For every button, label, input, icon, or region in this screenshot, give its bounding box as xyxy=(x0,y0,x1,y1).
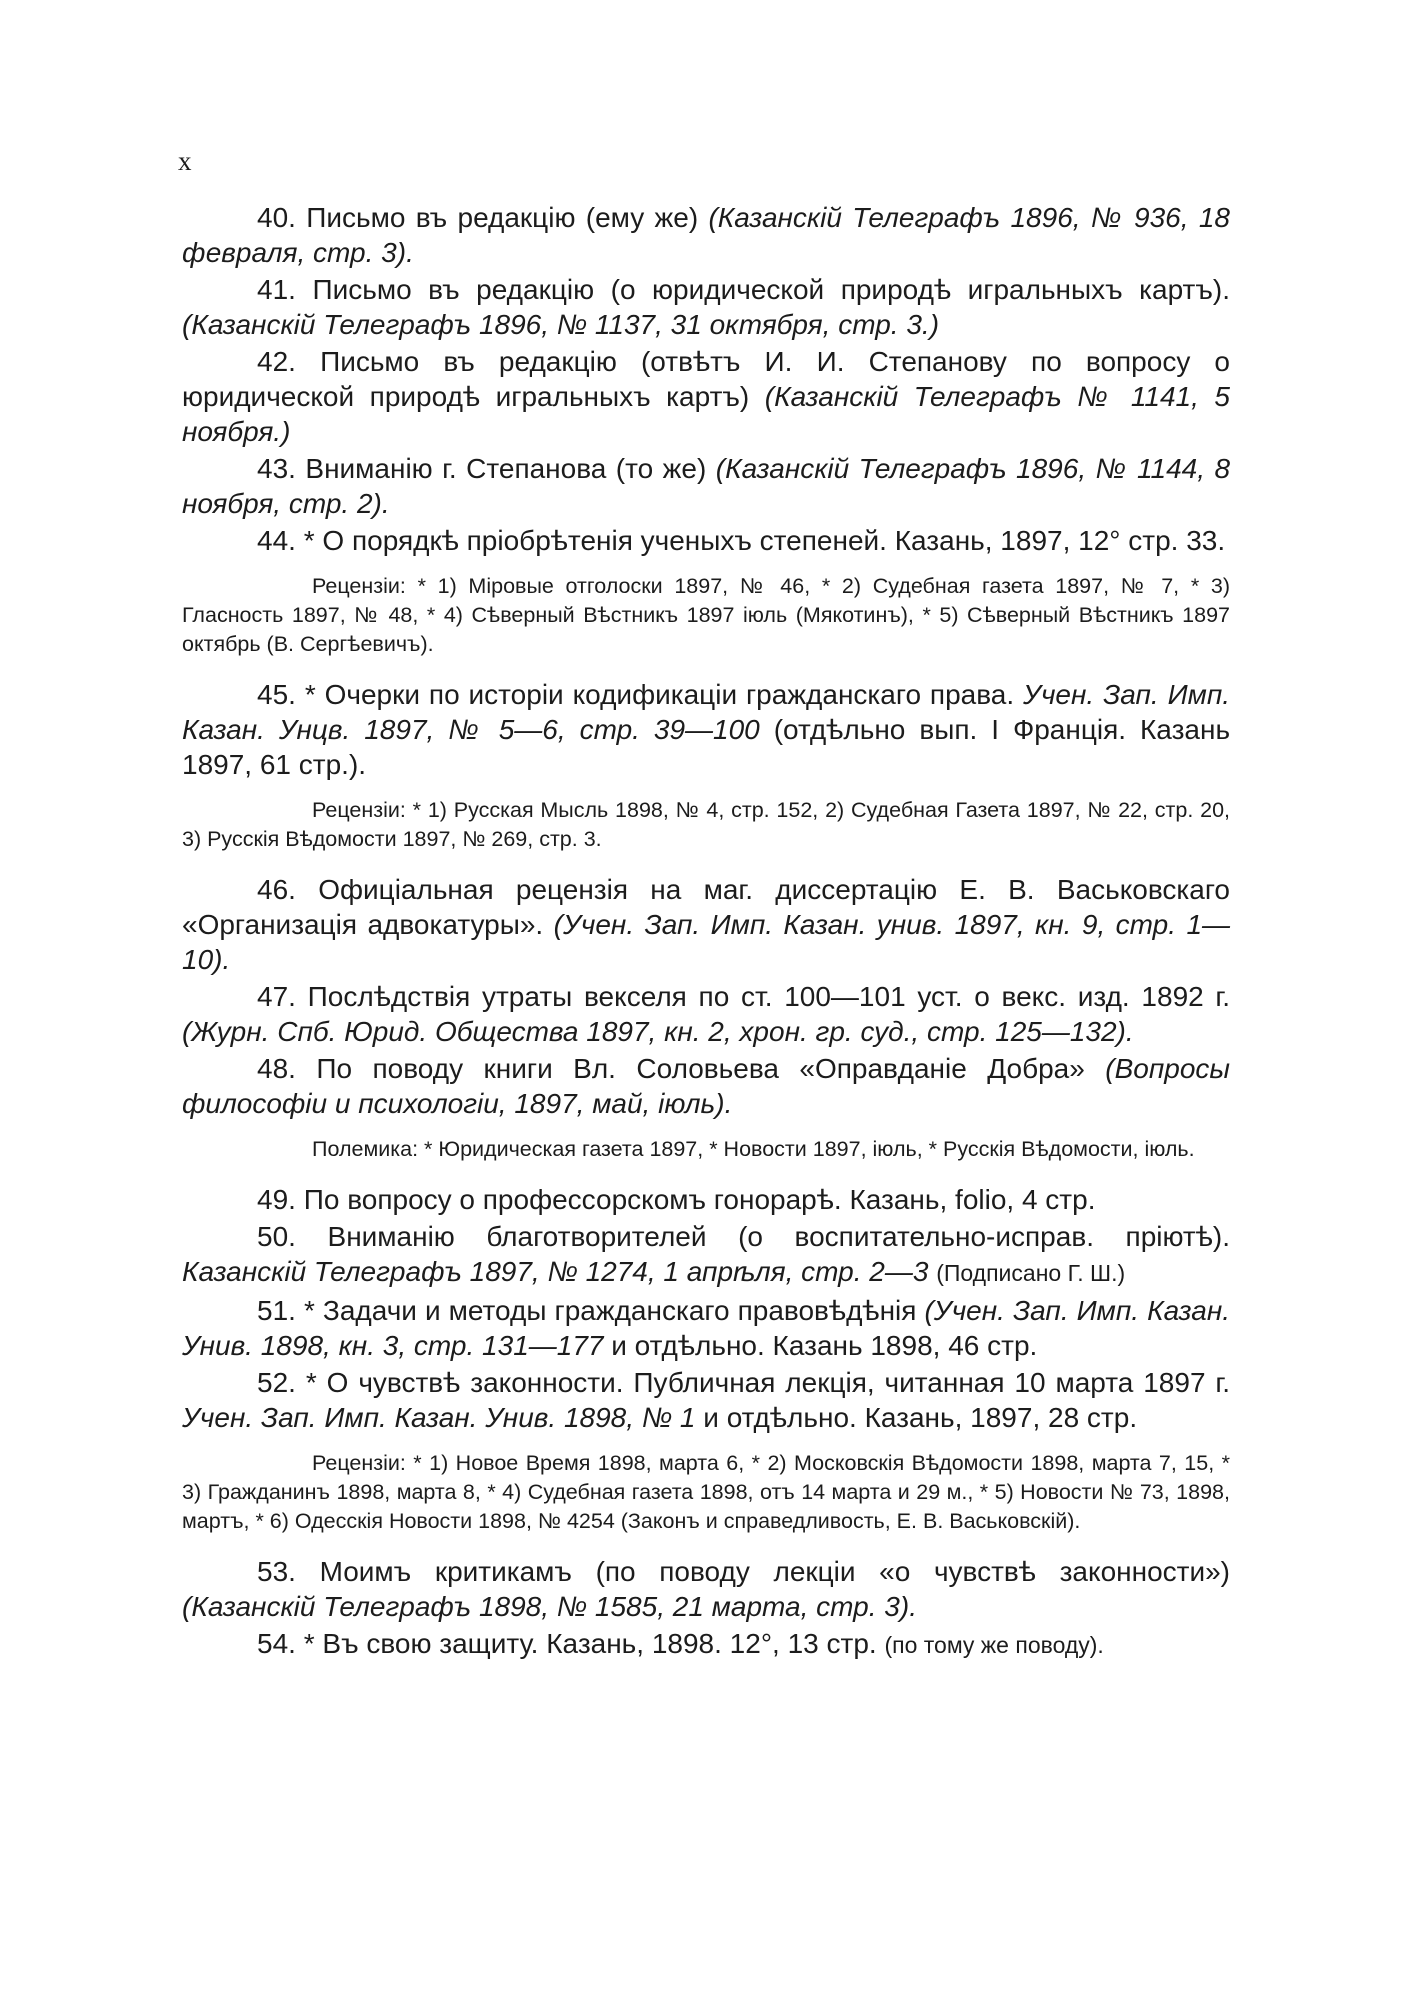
entry-title: * Задачи и методы гражданскаго правовѣдѣнія xyxy=(303,1295,917,1326)
entry-46 xyxy=(182,872,1230,977)
entry-title: * О чувствѣ законности. Публичная лекція, читанная 10 марта 1897 г. xyxy=(305,1367,1230,1398)
entry-42 xyxy=(182,344,1230,449)
entry-title: Письмо въ редакцію (отвѣтъ И. И. Степанову по вопросу о юридической природѣ игральныхъ картъ) xyxy=(182,346,1231,412)
entry-extra: (Подписано Г. Ш.) xyxy=(936,1260,1126,1286)
entry-source: (Казанскій Телеграфъ 1896, № 1137, 31 октября, стр. 3.) xyxy=(182,309,940,340)
entry-54 xyxy=(182,1626,1230,1663)
entry-48 xyxy=(182,1051,1230,1121)
entry-extra: и отдѣльно. Казань 1898, 46 стр. xyxy=(611,1330,1038,1361)
entry-number: 47. xyxy=(257,981,296,1012)
entry-title: Моимъ критикамъ (по поводу лекціи «о чувствѣ законности») xyxy=(319,1556,1231,1587)
entry-number: 54. xyxy=(257,1628,296,1659)
entry-source: (Журн. Спб. Юрид. Общества 1897, кн. 2, хрон. гр. суд., стр. 125—132). xyxy=(182,1016,1134,1047)
entry-47 xyxy=(182,979,1230,1049)
bibliography-list xyxy=(182,200,1230,1665)
entry-title: * О порядкѣ пріобрѣтенія ученыхъ степеней. Казань, 1897, 12° стр. 33. xyxy=(303,525,1226,556)
entry-source: Казанскій Телеграфъ 1897, № 1274, 1 апрѣля, стр. 2—3 xyxy=(182,1256,929,1287)
entry-source: (Казанскій Телеграфъ № 1141, 5 ноября.) xyxy=(182,381,1230,447)
entry-title: Письмо въ редакцію (о юридической природѣ игральныхъ картъ). xyxy=(312,274,1230,305)
entry-number: 46. xyxy=(257,874,296,905)
entry-title: Послѣдствія утраты векселя по ст. 100—101 уст. о векс. изд. 1892 г. xyxy=(307,981,1230,1012)
entry-52 xyxy=(182,1365,1230,1435)
entry-number: 45. xyxy=(257,679,296,710)
entry-number: 41. xyxy=(257,274,296,305)
entry-source: (Казанскій Телеграфъ 1898, № 1585, 21 марта, стр. 3). xyxy=(182,1591,917,1622)
entry-number: 42. xyxy=(257,346,296,377)
entry-source: Учен. Зап. Имп. Казан. Унцв. 1897, № 5—6, стр. 39—100 xyxy=(182,679,1231,745)
entry-number: 43. xyxy=(257,453,296,484)
entry-title: * Въ свою защиту. Казань, 1898. 12°, 13 стр. xyxy=(303,1628,877,1659)
entry-50 xyxy=(182,1219,1230,1291)
entry-49 xyxy=(182,1182,1230,1217)
entry-extra: (по тому же поводу). xyxy=(884,1632,1104,1658)
entry-source: (Вопросы философіи и психологіи, 1897, май, іюль). xyxy=(182,1053,1230,1119)
entry-source: (Казанскій Телеграфъ 1896, № 1144, 8 ноября, стр. 2). xyxy=(182,453,1231,519)
entry-number: 51. xyxy=(257,1295,296,1326)
reviews-52: Рецензіи: * 1) Новое Время 1898, марта 6, * 2) Московскія Вѣдомости 1898, марта 7, 15, * 3) Гражданинъ 1898, марта 8, * 4) Судебная газета 1898, отъ 14 марта и 29 м., * 5) Новости № 73, 1898, мартъ, * 6) Одесскія Новости 1898, № 4254 (Законъ и справедливость, Е. В. Васьковскій). xyxy=(182,1451,1230,1533)
entry-extra: и отдѣльно. Казань, 1897, 28 стр. xyxy=(703,1402,1138,1433)
entry-number: 40. xyxy=(257,202,296,233)
entry-source: (Учен. Зап. Имп. Казан. унив. 1897, кн. 9, стр. 1—10). xyxy=(182,909,1231,975)
entry-number: 44. xyxy=(257,525,296,556)
entry-title: Вниманію г. Степанова (то же) xyxy=(305,453,707,484)
entry-number: 49. xyxy=(257,1184,296,1215)
entry-title: Офиціальная рецензія на маг. диссертацію Е. В. Васьковскаго «Организація адвокатуры». xyxy=(182,874,1230,940)
entry-number: 52. xyxy=(257,1367,296,1398)
entry-number: 53. xyxy=(257,1556,296,1587)
entry-source: (Казанскій Телеграфъ 1896, № 936, 18 февраля, стр. 3). xyxy=(182,202,1230,268)
entry-43 xyxy=(182,451,1230,521)
reviews-45: Рецензіи: * 1) Русская Мысль 1898, № 4, стр. 152, 2) Судебная Газета 1897, № 22, стр. 20, 3) Русскія Вѣдомости 1897, № 269, стр. 3. xyxy=(182,798,1230,851)
entry-title: По вопросу о профессорскомъ гонорарѣ. Казань, folio, 4 стр. xyxy=(303,1184,1096,1215)
entry-44 xyxy=(182,523,1230,558)
entry-source: Учен. Зап. Имп. Казан. Унив. 1898, № 1 xyxy=(182,1402,696,1433)
entry-53 xyxy=(182,1554,1230,1624)
entry-51 xyxy=(182,1293,1230,1363)
entry-title: Вниманію благотворителей (о воспитательно-исправ. пріютѣ). xyxy=(327,1221,1230,1252)
entry-title: Письмо въ редакцію (ему же) xyxy=(306,202,699,233)
entry-title: * Очерки по исторіи кодификаціи гражданскаго права. xyxy=(304,679,1015,710)
page-number: x xyxy=(178,146,192,176)
entry-number: 50. xyxy=(257,1221,296,1252)
entry-45 xyxy=(182,677,1230,782)
entry-extra: (отдѣльно вып. I Франція. Казань 1897, 61 стр.). xyxy=(182,714,1231,780)
entry-title: По поводу книги Вл. Соловьева «Оправданіе Добра» xyxy=(316,1053,1085,1084)
entry-40 xyxy=(182,200,1230,270)
entry-source: (Учен. Зап. Имп. Казан. Унив. 1898, кн. 3, стр. 131—177 xyxy=(182,1295,1231,1361)
polemic-48: Полемика: * Юридическая газета 1897, * Новости 1897, іюль, * Русскія Вѣдомости, іюль. xyxy=(312,1137,1195,1161)
entry-41 xyxy=(182,272,1230,342)
reviews-44: Рецензіи: * 1) Міровые отголоски 1897, № 46, * 2) Судебная газета 1897, № 7, * 3) Гласность 1897, № 48, * 4) Сѣверный Вѣстникъ 1897 іюль (Мякотинъ), * 5) Сѣверный Вѣстникъ 1897 октябрь (В. Сергѣевичъ). xyxy=(182,574,1230,656)
entry-number: 48. xyxy=(257,1053,296,1084)
